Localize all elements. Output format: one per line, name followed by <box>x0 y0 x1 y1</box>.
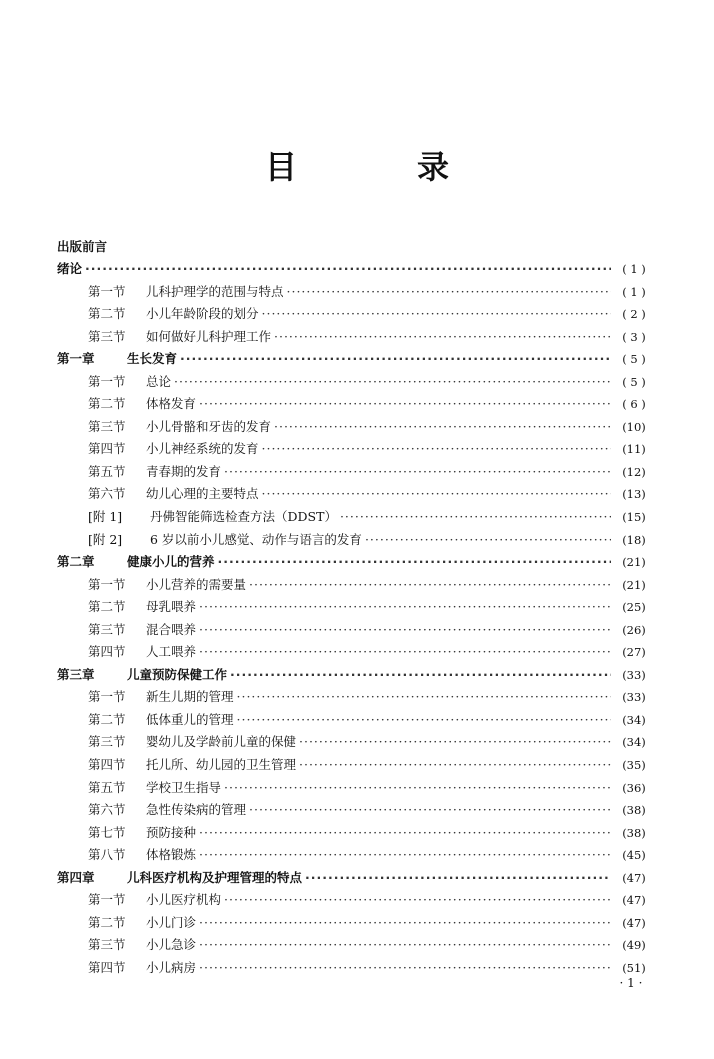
toc-entry-title: 小儿骨骼和牙齿的发育 <box>146 418 272 434</box>
toc-entry-page: (12) <box>622 464 646 479</box>
toc-leader-dots <box>180 348 611 371</box>
toc-entry-number: 第六节 <box>88 802 126 818</box>
toc-entry-number: 第四节 <box>88 959 126 975</box>
toc-leader-dots <box>305 867 611 890</box>
toc-entry-section <box>57 461 654 484</box>
toc-entry-title: 如何做好儿科护理工作 <box>146 328 272 344</box>
toc-entry-section <box>57 844 654 867</box>
toc-leader-dots <box>262 483 611 506</box>
toc-entry-section <box>57 889 654 912</box>
toc-entry-chapter <box>57 348 654 371</box>
toc-entry-section <box>57 596 654 619</box>
toc-entry-title: 总论 <box>146 373 172 389</box>
toc-entry-section <box>57 709 654 732</box>
toc-entry-page: (27) <box>622 645 646 660</box>
toc-entry-section <box>57 686 654 709</box>
toc-entry-page: ( 5 ) <box>622 374 646 389</box>
toc-entry-number: 第二节 <box>88 306 126 322</box>
toc-entry-page: (38) <box>622 825 646 840</box>
toc-leader-dots <box>199 934 611 957</box>
toc-entry-section <box>57 393 654 416</box>
toc-entry-chapter <box>57 551 654 574</box>
toc-entry-number: 第四节 <box>88 757 126 773</box>
toc-entry-title: 低体重儿的管理 <box>146 711 234 727</box>
toc-entry-number: 第五节 <box>88 463 126 479</box>
toc-entry-page: (47) <box>622 870 646 885</box>
toc-entry-number: 第三节 <box>88 418 126 434</box>
toc-leader-dots <box>365 529 611 552</box>
toc-leader-dots <box>85 258 611 281</box>
toc-entry-title: 小儿病房 <box>146 959 197 975</box>
toc-entry-section <box>57 641 654 664</box>
toc-entry-section <box>57 281 654 304</box>
toc-leader-dots <box>262 303 611 326</box>
toc-leader-dots <box>199 393 611 416</box>
toc-leader-dots <box>199 844 611 867</box>
toc-leader-dots <box>224 461 611 484</box>
toc-entry-page: (13) <box>622 487 646 502</box>
toc-entry-page: (11) <box>622 442 646 457</box>
toc-entry-title: 婴幼儿及学龄前儿童的保健 <box>146 734 297 750</box>
toc-leader-dots <box>224 777 611 800</box>
toc-entry-title: 学校卫生指导 <box>146 779 222 795</box>
toc-entry-number: 第一节 <box>88 576 126 592</box>
toc-entries <box>57 258 654 980</box>
toc-entry-title: 青春期的发育 <box>146 463 222 479</box>
toc-entry-title: 儿科护理学的范围与特点 <box>146 283 284 299</box>
toc-entry-section <box>57 799 654 822</box>
toc-entry-page: ( 1 ) <box>622 284 646 299</box>
toc-entry-page: (47) <box>622 893 646 908</box>
toc-entry-page: (34) <box>622 712 646 727</box>
toc-entry-page: (34) <box>622 735 646 750</box>
toc-entry-title: 绪论 <box>57 261 83 276</box>
toc-entry-section <box>57 483 654 506</box>
toc-entry-page: ( 6 ) <box>622 397 646 412</box>
toc-entry-title: 小儿神经系统的发育 <box>146 441 259 457</box>
toc-entry-page: (47) <box>622 915 646 930</box>
toc-entry-number: 第三节 <box>88 328 126 344</box>
toc-entry-number: 第二节 <box>88 599 126 615</box>
toc-leader-dots <box>340 506 611 529</box>
toc-entry-title: 儿童预防保健工作 <box>127 666 228 682</box>
toc-entry-number: 第一章 <box>57 351 95 367</box>
toc-entry-chapter <box>57 258 654 281</box>
toc-entry-number: 第三节 <box>88 734 126 750</box>
toc-leader-dots <box>199 641 611 664</box>
toc-entry-number: 第八节 <box>88 847 126 863</box>
toc-entry-number: 第四章 <box>57 869 95 885</box>
toc-entry-section <box>57 619 654 642</box>
toc-entry-section <box>57 416 654 439</box>
toc-leader-dots <box>199 596 611 619</box>
toc-entry-number: 第二节 <box>88 711 126 727</box>
toc-entry-title: 6 岁以前小儿感觉、动作与语言的发育 <box>150 531 362 547</box>
toc-entry-appendix <box>57 506 654 529</box>
toc-leader-dots <box>199 822 611 845</box>
toc-entry-number: 第一节 <box>88 892 126 908</box>
toc-entry-page: (35) <box>622 758 646 773</box>
toc-leader-dots <box>174 371 611 394</box>
toc-entry-section <box>57 574 654 597</box>
toc-entry-number: 第一节 <box>88 689 126 705</box>
toc-leader-dots <box>230 664 611 687</box>
toc-entry-page: (36) <box>622 780 646 795</box>
toc-entry-title: 混合喂养 <box>146 621 197 637</box>
toc-entry-page: ( 1 ) <box>622 262 646 276</box>
toc-entry-page: (45) <box>622 848 646 863</box>
toc-entry-section <box>57 754 654 777</box>
toc-leader-dots <box>262 438 611 461</box>
toc-leader-dots <box>274 326 611 349</box>
toc-leader-dots <box>299 754 611 777</box>
toc-entry-page: ( 2 ) <box>622 307 646 322</box>
toc-leader-dots <box>218 551 611 574</box>
toc-entry-page: (33) <box>622 690 646 705</box>
toc-entry-page: (26) <box>622 622 646 637</box>
page-number: · 1 · <box>619 976 643 990</box>
toc-entry-page: ( 5 ) <box>622 352 646 367</box>
toc-entry-number: 第三章 <box>57 666 95 682</box>
toc-entry-page: (49) <box>622 938 646 953</box>
toc-leader-dots <box>224 889 611 912</box>
toc-entry-section <box>57 912 654 935</box>
toc-entry-title: 人工喂养 <box>146 644 197 660</box>
toc-entry-number: 第四节 <box>88 644 126 660</box>
toc-entry-section <box>57 934 654 957</box>
toc-entry-page: (33) <box>622 667 646 682</box>
toc-entry-page: ( 3 ) <box>622 329 646 344</box>
toc-entry-number: 第三节 <box>88 621 126 637</box>
toc-entry-title: 幼儿心理的主要特点 <box>146 486 259 502</box>
table-of-contents <box>57 236 654 980</box>
toc-entry-number: 第七节 <box>88 824 126 840</box>
toc-leader-dots <box>199 957 611 980</box>
toc-entry-number: 第二章 <box>57 554 95 570</box>
toc-leader-dots <box>199 619 611 642</box>
toc-entry-appendix <box>57 529 654 552</box>
toc-entry-title: 托儿所、幼儿园的卫生管理 <box>146 757 297 773</box>
toc-entry-section <box>57 822 654 845</box>
toc-entry-page: (21) <box>622 577 646 592</box>
toc-entry-section <box>57 731 654 754</box>
toc-entry-title: 体格锻炼 <box>146 847 197 863</box>
toc-preface: 出版前言 <box>57 239 108 254</box>
toc-entry-number: 第四节 <box>88 441 126 457</box>
toc-leader-dots <box>299 731 611 754</box>
toc-entry-title: 生长发育 <box>127 351 178 367</box>
toc-leader-dots <box>287 281 611 304</box>
toc-entry-title: 急性传染病的管理 <box>146 802 247 818</box>
toc-entry-number: 第六节 <box>88 486 126 502</box>
toc-leader-dots <box>199 912 611 935</box>
toc-entry-title: 小儿医疗机构 <box>146 892 222 908</box>
toc-entry-title: 小儿年龄阶段的划分 <box>146 306 259 322</box>
toc-entry-section <box>57 438 654 461</box>
toc-entry-page: (21) <box>622 555 646 570</box>
toc-entry-title: 小儿营养的需要量 <box>146 576 247 592</box>
toc-entry-title: 小儿门诊 <box>146 914 197 930</box>
toc-entry-number: 第一节 <box>88 373 126 389</box>
toc-entry-title: 母乳喂养 <box>146 599 197 615</box>
toc-entry-title: 体格发育 <box>146 396 197 412</box>
toc-entry-chapter <box>57 867 654 890</box>
toc-entry-section <box>57 957 654 980</box>
toc-entry-number: 第一节 <box>88 283 126 299</box>
toc-leader-dots <box>237 686 611 709</box>
toc-entry-number: 第二节 <box>88 914 126 930</box>
toc-entry-page: (15) <box>622 510 646 525</box>
toc-leader-dots <box>274 416 611 439</box>
toc-entry-page: (51) <box>622 960 646 975</box>
toc-leader-dots <box>249 574 611 597</box>
toc-entry-page: (18) <box>622 532 646 547</box>
toc-entry-page: (25) <box>622 600 646 615</box>
toc-entry-title: 新生儿期的管理 <box>146 689 234 705</box>
toc-entry-number: 第三节 <box>88 937 126 953</box>
toc-entry-chapter <box>57 664 654 687</box>
toc-entry-title: 儿科医疗机构及护理管理的特点 <box>127 869 303 885</box>
toc-entry-section <box>57 777 654 800</box>
toc-entry-section <box>57 371 654 394</box>
toc-entry-title: 预防接种 <box>146 824 197 840</box>
toc-entry-title: 丹佛智能筛选检查方法（DDST） <box>150 509 337 525</box>
toc-entry-number: 第二节 <box>88 396 126 412</box>
toc-entry-number: 第五节 <box>88 779 126 795</box>
page-title: 目 录 <box>264 148 493 186</box>
toc-leader-dots <box>249 799 611 822</box>
toc-entry-number: [附 2] <box>88 531 123 547</box>
toc-entry-section <box>57 326 654 349</box>
toc-entry-page: (38) <box>622 803 646 818</box>
toc-entry-number: [附 1] <box>88 509 123 525</box>
toc-entry-section <box>57 303 654 326</box>
toc-entry-title: 健康小儿的营养 <box>127 554 215 570</box>
toc-entry-title: 小儿急诊 <box>146 937 197 953</box>
toc-leader-dots <box>237 709 611 732</box>
toc-entry-page: (10) <box>622 419 646 434</box>
